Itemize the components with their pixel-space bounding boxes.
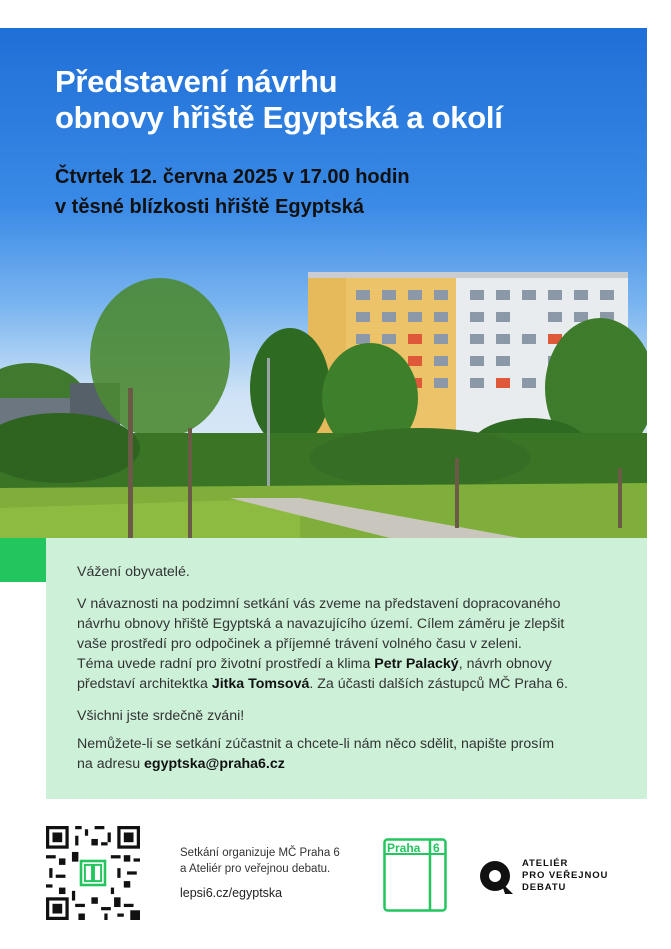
architect-name: Jitka Tomsová [211, 676, 310, 692]
email-link[interactable]: egyptska@praha6.cz [144, 756, 285, 772]
speaker-name: Petr Palacký [374, 656, 459, 672]
invitation-paragraph: V návaznosti na podzimní setkání vás zveme na představení dopracovaného návrhu obnovy hřiště Egyptská a navazujícího území. Cílem záměru je zlepšit vaše prostředí pro odpočinek a příjemné trávení volného času v zeleni. Téma uvede radní pro životní prostředí a klima Petr Palacký, návrh obnovy představí architektka Jitka Tomsová. Za účasti dalších zástupců MČ Praha 6. [77, 596, 569, 692]
event-place: v těsné blízkosti hřiště Egyptská [55, 196, 364, 218]
contact-paragraph: Nemůžete-li se setkání zúčastnit a chcete-li nám něco sdělit, napište prosím na adresu egyptska@praha6.cz [77, 736, 555, 772]
page-title [55, 64, 615, 136]
title-line-1: Představení návrhu [55, 64, 338, 99]
qr-code[interactable] [46, 826, 140, 920]
apvd-logo-icon [479, 860, 515, 896]
invitation-panel [46, 538, 647, 799]
apvd-logo-text: ATELIÉR PRO VEŘEJNOU DEBATU [522, 858, 609, 893]
event-date: Čtvrtek 12. června 2025 v 17.00 hodin [55, 166, 410, 188]
event-details [55, 162, 615, 222]
project-url[interactable]: lepsi6.cz/egyptska [180, 886, 283, 900]
praha6-logo-label: Praha [387, 841, 421, 855]
title-line-2: obnovy hřiště Egyptská a okolí [55, 100, 503, 135]
greeting: Vážení obyvatelé. [77, 564, 190, 580]
praha6-logo-number: 6 [433, 841, 440, 855]
accent-block [0, 538, 46, 582]
welcome-text: Všichni jste srdečně zváni! [77, 708, 245, 724]
hero-photo [0, 28, 647, 538]
organizer-info: Setkání organizuje MČ Praha 6 a Ateliér pro veřejnou debatu. [180, 847, 340, 875]
